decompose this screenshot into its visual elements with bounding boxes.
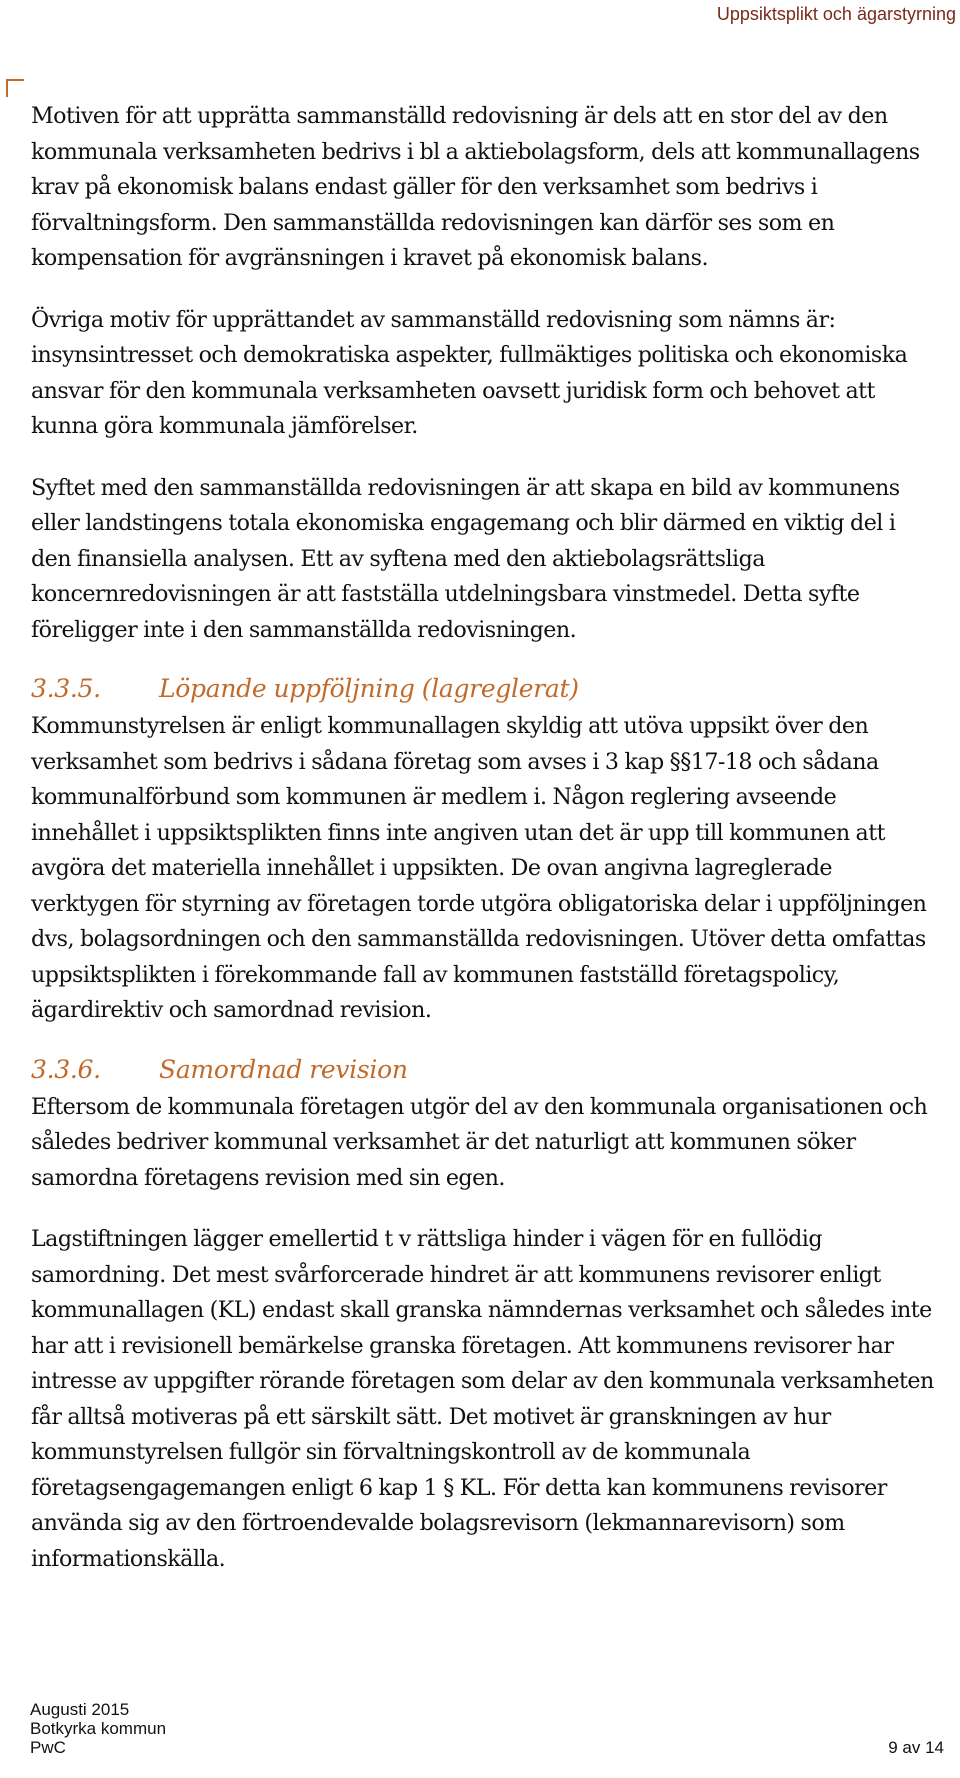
footer-organization: Botkyrka kommun [30, 1719, 167, 1738]
paragraph-coordinated-audit: Eftersom de kommunala företagen utgör del av den kommunala organisationen och således bedriver kommunal verksamhet är det naturligt att kommunen söker samordna företagens revision med sin egen. [31, 1093, 928, 1191]
footer-date: Augusti 2015 [30, 1700, 130, 1719]
section-title: Löpande uppföljning (lagreglerat) [159, 674, 579, 703]
document-body [31, 99, 941, 1577]
section-number: 3.3.6. [31, 1054, 101, 1084]
section-heading-3-3-5 [31, 673, 941, 705]
section-number: 3.3.5. [31, 674, 101, 703]
paragraph-ongoing-followup: Kommunstyrelsen är enligt kommunallagen skyldig att utöva uppsikt över den verksamhet som bedrivs i sådana företag som avses i 3 kap §§17-18 och sådana kommunalförbund som kommunen är medlem i. Någon reglering avseende innehållet i uppsiktsplikten finns inte angiven utan det är upp till kommunen att avgöra det materiella innehållet i uppsikten. De ovan angivna lagreglerade verktygen för styrning av företagen torde utgöra obligatoriska delar i uppföljningen dvs, bolagsordningen och den sammanställda redovisningen. Utöver detta omfattas uppsiktsplikten i förekommande fall av kommunen fastställd företagspolicy, ägardirektiv och samordnad revision. [31, 713, 927, 1023]
corner-mark-icon [6, 79, 24, 97]
paragraph-motives: Motiven för att upprätta sammanställd redovisning är dels att en stor del av den kommunala verksamheten bedrivs i bl a aktiebolagsform, dels att kommunallagens krav på ekonomisk balans endast gäller för den verksamhet som bedrivs i förvaltningsform. Den sammanställda redovisningen kan därför ses som en kompensation för avgränsningen i kravet på ekonomisk balans. [31, 103, 920, 271]
paragraph-legislation: Lagstiftningen lägger emellertid t v rättsliga hinder i vägen för en fullödig samordning. Det mest svårforcerade hindret är att kommunens revisorer enligt kommunallagen (KL) endast skall granska nämndernas verksamhet och således inte har att i revisionell bemärkelse granska företagen. Att kommunens revisorer har intresse av uppgifter rörande företagen som delar av den kommunala verksamheten får alltså motiveras på ett särskilt sätt. Det motivet är granskningen av hur kommunstyrelsen fullgör sin förvaltningskontroll av de kommunala företagsengagemangen enligt 6 kap 1 § KL. För detta kan kommunens revisorer använda sig av den förtroendevalde bolagsrevisorn (lekmannarevisorn) som informationskälla. [31, 1226, 934, 1572]
section-title: Samordnad revision [159, 1054, 408, 1084]
paragraph-purpose: Syftet med den sammanställda redovisningen är att skapa en bild av kommunens eller landstingens totala ekonomiska engagemang och blir därmed en viktig del i den finansiella analysen. Ett av syftena med den aktiebolagsrättsliga koncernredovisningen är att fastställa utdelningsbara vinstmedel. Detta syfte föreligger inte i den sammanställda redovisningen. [31, 474, 900, 643]
footer-meta [30, 1700, 166, 1757]
running-header: Uppsiktsplikt och ägarstyrning [716, 4, 956, 24]
footer-firm: PwC [30, 1738, 66, 1757]
section-heading-3-3-6 [31, 1054, 941, 1086]
page-footer [30, 1700, 950, 1778]
paragraph-other-motives: Övriga motiv för upprättandet av sammanställd redovisning som nämns är: insynsintresset och demokratiska aspekter, fullmäktiges politiska och ekonomiska ansvar för den kommunala verksamheten oavsett juridisk form och behovet att kunna göra kommunala jämförelser. [31, 306, 908, 439]
page-number: 9 av 14 [888, 1738, 944, 1757]
